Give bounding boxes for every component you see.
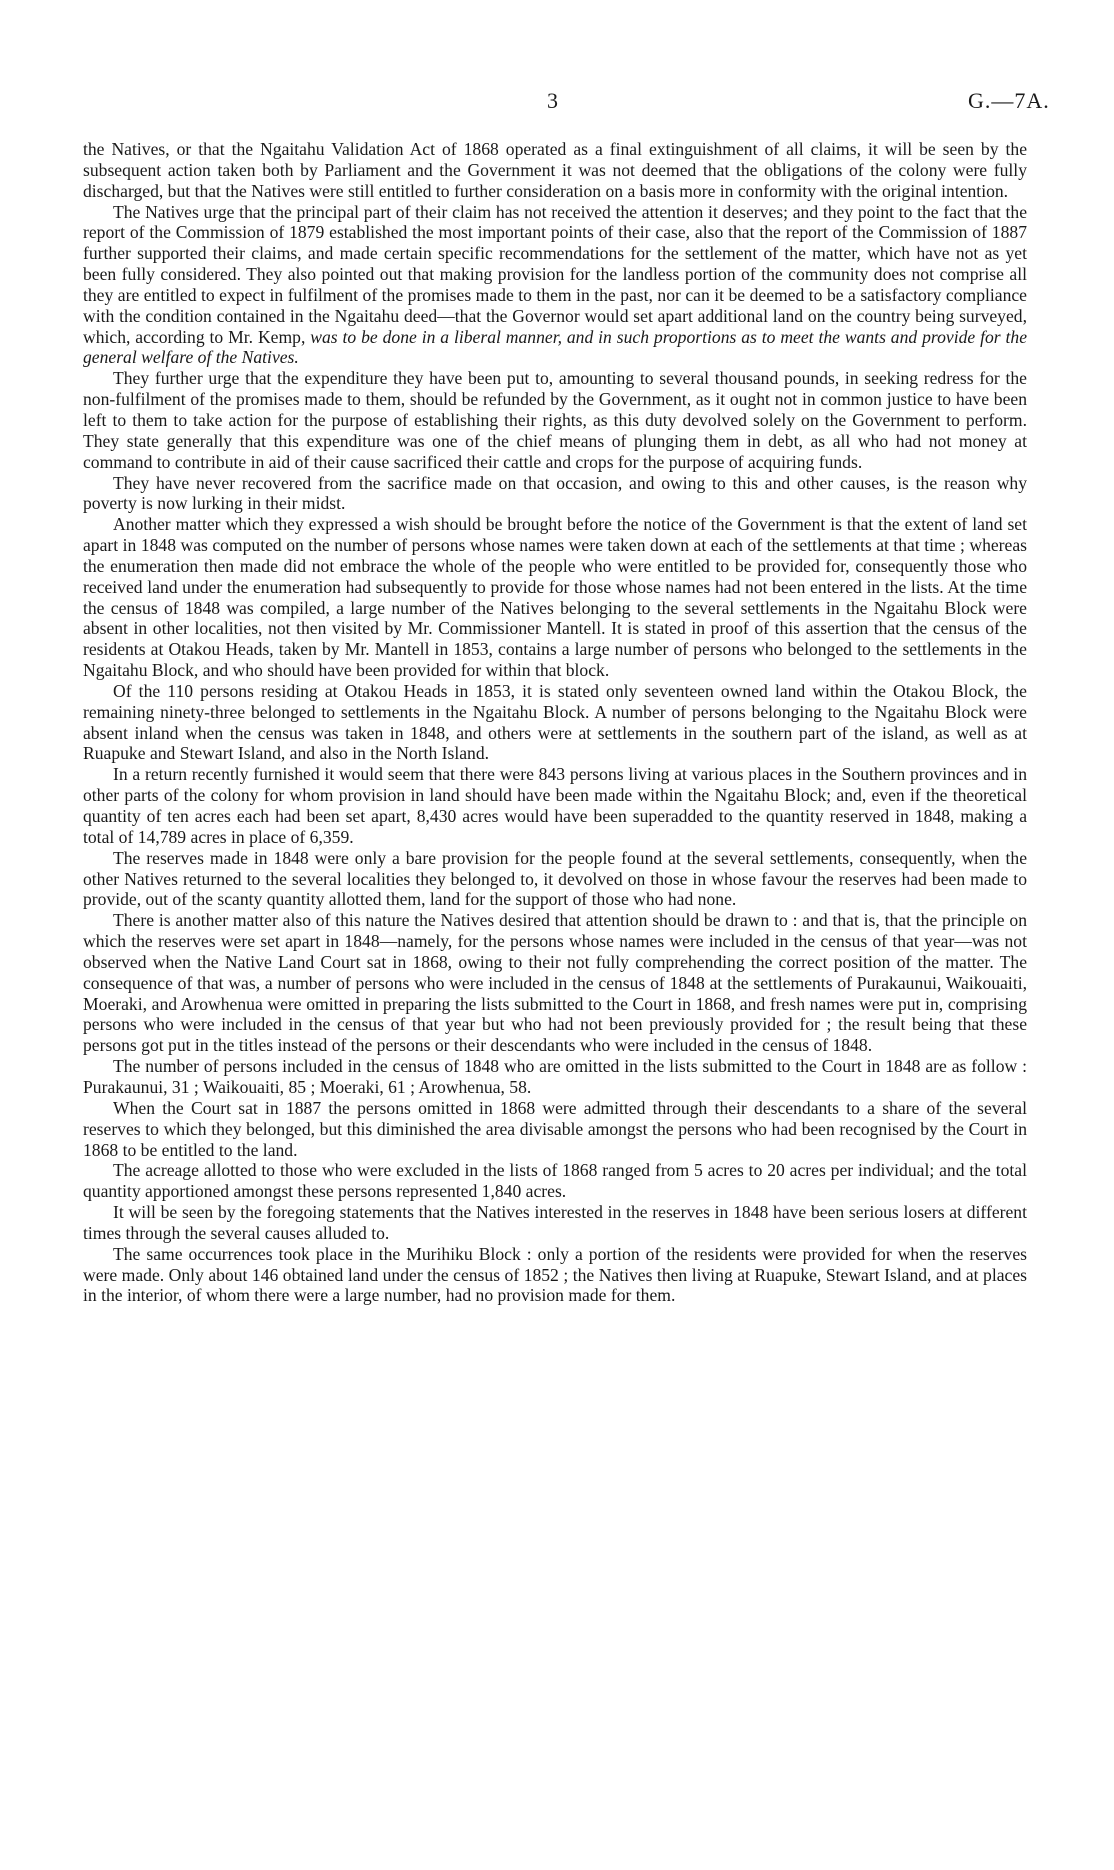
paragraph-text: The Natives urge that the principal part of their claim has not received the attention it deserves; and they point to the fact that the report of the Commission of 1879 established the most important points of their case, also that the report of the Commission of 1887 further supported their claims, and made certain specific recommendations for the settlement of the matter, which have not as yet been fully considered. They also pointed out that making provision for the landless portion of the community does not comprise all they are entitled to expect in fulfilment of the promises made to them in the past, nor can it be deemed to be a satisfactory compliance with the condition contained in the Ngaitahu deed—that the Governor would set apart additional land on the country being surveyed, which, according to Mr. Kemp, (83, 201, 1027, 347)
paragraph-census-1848: Another matter which they expressed a wish should be brought before the notice of the Government is that the extent of land set apart in 1848 was computed on the number of persons whose names were taken down at each of the settlements at that time ; whereas the enumeration then made did not embrace the whole of the people who were entitled to be provided for, consequently those who received land under the enumeration had subsequently to provide for those whose names had not been entered in the lists. At the time the census of 1848 was compiled, a large number of the Natives belonging to the several settlements in the Ngaitahu Block were absent in other localities, not then visited by Mr. Commissioner Mantell. It is stated in proof of this assertion that the census of the residents at Otakou Heads, taken by Mr. Mantell in 1853, contains a large number of persons who belonged to the settlements in the Ngaitahu Block, and who should have been provided for within that block. (83, 514, 1027, 681)
italic-quote: was to be done in a liberal manner, and in such proportions as to meet the wants and provide for the general welfare of the Natives. (83, 326, 1027, 368)
paragraph-principal-claim (83, 202, 1027, 369)
paragraph-court-1887: When the Court sat in 1887 the persons omitted in 1868 were admitted through their descendants to a share of the several reserves to which they belonged, but this diminished the area divisable amongst the persons who had been recognised by the Court in 1868 to be entitled to the land. (83, 1097, 1027, 1160)
document-reference: G.—7A. (968, 88, 1050, 113)
paragraph-expenditure: They further urge that the expenditure they have been put to, amounting to several thousand pounds, in seeking redress for the non-fulfilment of the promises made to them, should be refunded by the Government, as it ought not in common justice to have been left to them to take action for the purpose of establishing their rights, as this duty devolved solely on the Government to perform. They state generally that this expenditure was one of the chief means of plunging them in debt, as all who had not money at command to contribute in aid of their cause sacrificed their cattle and crops for the purpose of acquiring funds. (83, 368, 1027, 472)
paragraph-murihiku: The same occurrences took place in the Murihiku Block : only a portion of the residents were provided for when the reserves were made. Only about 146 obtained land under the census of 1852 ; the Natives then living at Ruapuke, Stewart Island, and at places in the interior, of whom there were a large number, had no provision made for them. (83, 1243, 1027, 1306)
body-text (83, 139, 1027, 1306)
paragraph-return: In a return recently furnished it would seem that there were 843 persons living at various places in the Southern provinces and in other parts of the colony for whom provision in land should have been made within the Ngaitahu Block; and, even if the theoretical quantity of ten acres each had been set apart, 8,430 acres would have been superadded to the quantity reserved in 1848, making a total of 14,789 acres in place of 6,359. (83, 764, 1027, 847)
paragraph-losers: It will be seen by the foregoing statements that the Natives interested in the reserves in 1848 have been serious losers at different times through the several causes alluded to. (83, 1202, 1027, 1243)
paragraph-reserves: The reserves made in 1848 were only a bare provision for the people found at the several settlements, consequently, when the other Natives returned to the several localities they belonged to, it devolved on those in whose favour the reserves had been made to provide, out of the scanty quantity allotted them, land for the support of those who had none. (83, 847, 1027, 910)
page-number: 3 (547, 88, 558, 113)
paragraph-poverty: They have never recovered from the sacrifice made on that occasion, and owing to this and other causes, is the reason why poverty is now lurking in their midst. (83, 472, 1027, 514)
paragraph-acreage: The acreage allotted to those who were excluded in the lists of 1868 ranged from 5 acres to 20 acres per individual; and the total quantity apportioned amongst these persons represented 1,840 acres. (83, 1160, 1027, 1202)
paragraph-land-court: There is another matter also of this nature the Natives desired that attention should be drawn to : and that is, that the principle on which the reserves were set apart in 1848—namely, for the persons whose names were included in the census of that year—was not observed when the Native Land Court sat in 1868, owing to their not fully comprehending the correct position of the matter. The consequence of that was, a number of persons who were included in the census of 1848 at the settlements of Purakaunui, Waikouaiti, Moeraki, and Arowhenua were omitted in preparing the lists submitted to the Court in 1868, and fresh names were put in, comprising persons who were included in the census of that year but who had not been previously provided for ; the result being that these persons got put in the titles instead of the persons or their descendants who were included in the census of 1848. (83, 910, 1027, 1056)
paragraph-otakou-heads: Of the 110 persons residing at Otakou Heads in 1853, it is stated only seventeen owned land within the Otakou Block, the remaining ninety-three belonged to settlements in the Ngaitahu Block. A number of persons belonging to the Ngaitahu Block were absent inland when the census was taken in 1848, and others were at settlements in the southern part of the island, as well as at Ruapuke and Stewart Island, and also in the North Island. (83, 680, 1027, 764)
page-header (0, 88, 1114, 118)
paragraph-omitted-count: The number of persons included in the census of 1848 who are omitted in the lists submitted to the Court in 1848 are as follow : Purakaunui, 31 ; Waikouaiti, 85 ; Moeraki, 61 ; Arowhenua, 58. (83, 1056, 1027, 1097)
paragraph-continuation: the Natives, or that the Ngaitahu Validation Act of 1868 operated as a final extinguishment of all claims, it will be seen by the subsequent action taken both by Parliament and the Government it was not deemed that the obligations of the colony were fully discharged, but that the Natives were still entitled to further consideration on a basis more in conformity with the original intention. (83, 139, 1027, 201)
